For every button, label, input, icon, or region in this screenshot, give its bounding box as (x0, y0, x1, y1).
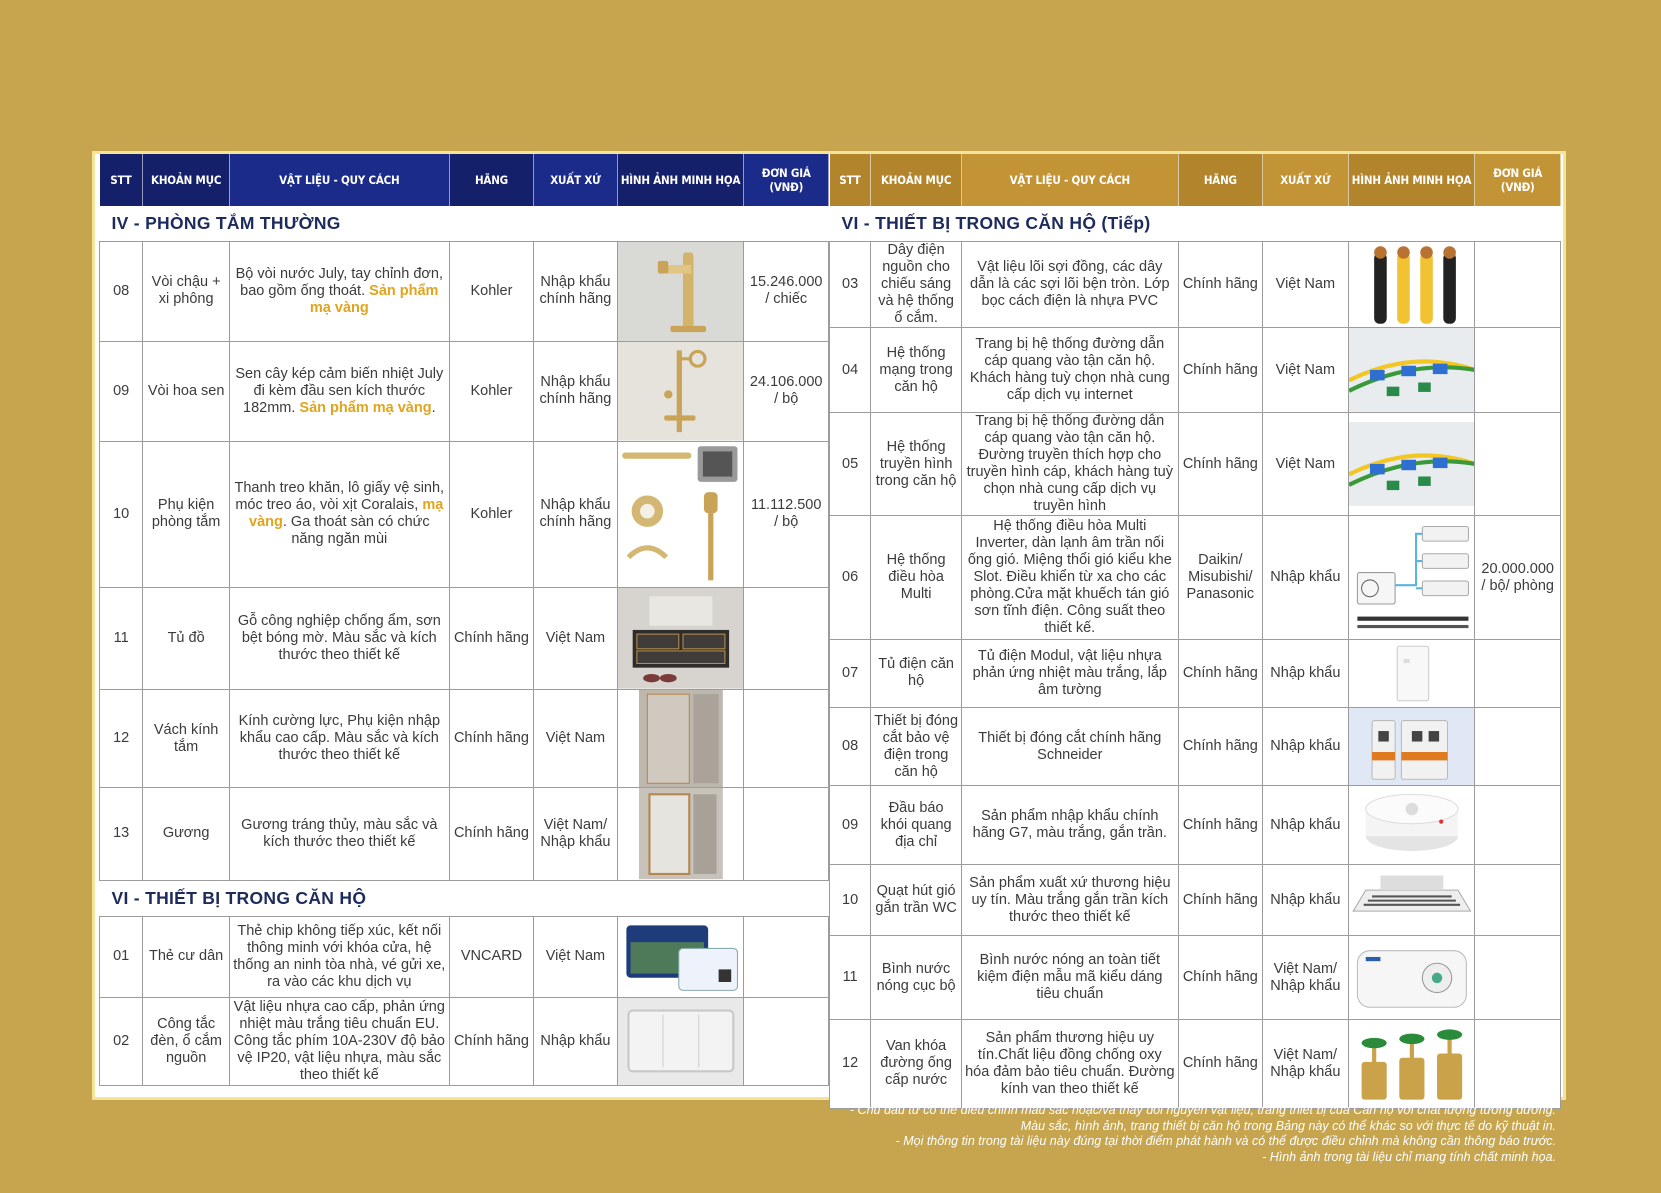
cell-item: Hệ thống điều hòa Multi (871, 516, 962, 640)
cell-spec (962, 516, 1179, 640)
right-header-row (830, 154, 1561, 206)
cell-stt: 01 (100, 916, 143, 998)
col-origin: XUẤT XỨ (1263, 154, 1349, 206)
cell-origin: Nhập khẩu (534, 998, 617, 1086)
table-row (830, 241, 1561, 328)
cell-stt: 05 (830, 413, 871, 516)
cell-brand: Chính hãng (1178, 639, 1263, 707)
cell-origin: Nhập khẩu (1263, 639, 1349, 707)
cell-stt: 11 (830, 936, 871, 1020)
col-image: HÌNH ẢNH MINH HỌA (1348, 154, 1475, 206)
cell-spec (229, 689, 449, 787)
cell-price (744, 916, 829, 998)
table-row (830, 864, 1561, 935)
left-spec-table (99, 154, 829, 1086)
cell-origin: Việt Nam (1263, 413, 1349, 516)
fiber-optic-image (1348, 413, 1475, 516)
table-row (830, 707, 1561, 786)
table-row (830, 786, 1561, 865)
spec-text: Thanh treo khăn, lô giấy vệ sinh, móc treo áo, vòi xịt Coralais, (234, 480, 445, 514)
col-image: HÌNH ẢNH MINH HỌA (617, 154, 744, 206)
cell-origin: Việt Nam/ Nhập khẩu (1263, 936, 1349, 1020)
spec-text: Trang bị hệ thống đường dẫn cáp quang vào tận căn hộ. Đường truyền thích hợp cho truyền hình cáp, khách hàng tuỳ chọn nhà cung cấp dịch vụ truyền hình (966, 413, 1173, 515)
fiber-optic-image (1348, 328, 1475, 413)
cell-spec (962, 241, 1179, 328)
cell-origin: Nhập khẩu (1263, 516, 1349, 640)
price-label-1: ĐƠN GIÁ (1493, 166, 1543, 180)
col-brand: HÃNG (1178, 154, 1263, 206)
table-row (100, 441, 829, 588)
cell-spec (229, 788, 449, 880)
cell-spec (962, 936, 1179, 1020)
section-title: VI - THIẾT BỊ TRONG CĂN HỘ (Tiếp) (830, 206, 1561, 241)
col-origin: XUẤT XỨ (534, 154, 617, 206)
cell-item: Tủ đồ (143, 588, 230, 690)
cell-spec (962, 707, 1179, 786)
cell-spec (962, 639, 1179, 707)
spec-highlight: mạ vàng (249, 497, 444, 531)
bath-accessories-image (617, 441, 744, 588)
col-material: VẬT LIỆU - QUY CÁCH (962, 154, 1179, 206)
cell-brand: Chính hãng (1178, 328, 1263, 413)
cell-origin: Nhập khẩu chính hãng (534, 342, 617, 442)
section-title: VI - THIẾT BỊ TRONG CĂN HỘ (100, 880, 829, 916)
cell-brand: Chính hãng (1178, 241, 1263, 328)
table-row (100, 788, 829, 880)
cell-brand: Chính hãng (1178, 1019, 1263, 1108)
gate-valve-image (1348, 1019, 1475, 1108)
cell-brand: VNCARD (449, 916, 534, 998)
cell-brand: Chính hãng (1178, 786, 1263, 865)
table-row (830, 936, 1561, 1020)
cell-stt: 12 (830, 1019, 871, 1108)
cell-item: Hệ thống truyền hình trong căn hộ (871, 413, 962, 516)
breaker-image (1348, 707, 1475, 786)
cell-stt: 08 (100, 241, 143, 342)
cell-origin: Việt Nam (534, 689, 617, 787)
spec-text: Sản phẩm thương hiệu uy tín.Chất liệu đồng chống oxy hóa đảm bảo tiêu chuẩn. Đường kính van theo thiết kế (965, 1029, 1175, 1097)
glass-partition-image (617, 689, 744, 787)
cell-brand: Kohler (449, 342, 534, 442)
cell-stt: 07 (830, 639, 871, 707)
cell-spec (962, 1019, 1179, 1108)
footnote: - Mọi thông tin trong tài liệu này đúng tại thời điểm phát hành và có thể được điều chỉnh mà không cần thông báo trước. (895, 1134, 1556, 1148)
cell-brand: Kohler (449, 241, 534, 342)
table-row (100, 998, 829, 1086)
cell-stt: 12 (100, 689, 143, 787)
section-title: IV - PHÒNG TẮM THƯỜNG (100, 206, 829, 241)
cell-price: 15.246.000 / chiếc (744, 241, 829, 342)
table-row (100, 241, 829, 342)
cell-brand: Chính hãng (449, 788, 534, 880)
footnote: - Chủ đầu tư có thể điều chỉnh màu sắc hoặc/và thay đổi nguyên vật liệu, trang thiết bị của Căn hộ với chất lượng tương đương. (849, 1103, 1556, 1117)
cell-item: Tủ điện căn hộ (871, 639, 962, 707)
cell-origin: Việt Nam (1263, 241, 1349, 328)
table-row (830, 516, 1561, 640)
spec-highlight: Sản phẩm mạ vàng (309, 282, 439, 316)
cell-origin: Việt Nam/ Nhập khẩu (534, 788, 617, 880)
switch-image (617, 998, 744, 1086)
faucet-image (617, 241, 744, 342)
spec-text: Thiết bị đóng cắt chính hãng Schneider (978, 729, 1162, 763)
footnotes (850, 1103, 1556, 1165)
cell-spec (229, 998, 449, 1086)
table-row (830, 328, 1561, 413)
cabinet-image (617, 588, 744, 690)
spec-text: Sản phẩm xuất xứ thương hiệu uy tín. Màu trắng gắn trần kích thước theo thiết kế (969, 874, 1171, 925)
table-row (830, 413, 1561, 516)
col-item: KHOẢN MỤC (143, 154, 230, 206)
cell-price (1475, 328, 1561, 413)
spec-text: Sản phẩm nhập khẩu chính hãng G7, màu trắng, gắn trần. (972, 808, 1167, 842)
cell-stt: 09 (100, 342, 143, 442)
right-table-body (830, 206, 1561, 1108)
cell-stt: 13 (100, 788, 143, 880)
price-label-2: (VNĐ) (769, 180, 804, 194)
cell-price: 24.106.000 / bộ (744, 342, 829, 442)
table-row (830, 639, 1561, 707)
section-title-row (100, 880, 829, 916)
spec-text: Vật liệu nhựa cao cấp, phản ứng nhiệt màu trắng tiêu chuẩn EU. Công tắc phím 10A-230V độ bảo vệ IP20, vật liệu nhựa, màu sắc theo thiết kế (233, 999, 445, 1084)
spec-sheet (92, 151, 1566, 1100)
cell-price (744, 689, 829, 787)
cell-stt: 11 (100, 588, 143, 690)
spec-text: Bộ vòi nước July, tay chỉnh đơn, bao gồm ống thoát. (235, 265, 443, 299)
cell-price (1475, 707, 1561, 786)
spec-text: Bình nước nóng an toàn tiết kiệm điện mẫu mã kiểu dáng tiêu chuẩn (977, 952, 1163, 1003)
col-stt: STT (100, 154, 143, 206)
spec-text: Trang bị hệ thống đường dẫn cáp quang vào tận căn hộ. Khách hàng tuỳ chọn nhà cung cấp dịch vụ internet (969, 336, 1170, 404)
section-title-row (830, 206, 1561, 241)
cell-stt: 09 (830, 786, 871, 865)
spec-text: Gương tráng thủy, màu sắc và kích thước theo thiết kế (241, 816, 438, 850)
cell-item: Đầu báo khói quang địa chỉ (871, 786, 962, 865)
cell-brand: Kohler (449, 441, 534, 588)
spec-text: Gỗ công nghiệp chống ẩm, sơn bệt bóng mờ. Màu sắc và kích thước theo thiết kế (237, 613, 441, 664)
smoke-detector-image (1348, 786, 1475, 865)
multi-ac-image (1348, 516, 1475, 640)
resident-card-image (617, 916, 744, 998)
cell-stt: 10 (100, 441, 143, 588)
cell-brand: Chính hãng (449, 998, 534, 1086)
table-row (100, 689, 829, 787)
cell-spec (962, 786, 1179, 865)
cell-stt: 08 (830, 707, 871, 786)
cell-spec (229, 342, 449, 442)
table-row (100, 342, 829, 442)
left-table-body (100, 206, 829, 1086)
spec-text: Hệ thống điều hòa Multi Inverter, dàn lạnh âm trần nối ống gió. Miệng thổi gió kiểu khe Slot. Điều khiển từ xa cho các phòng.Cửa mặt khuếch tán gió sơn tĩnh điện. Công suất theo thiết kế. (967, 518, 1172, 637)
right-spec-table (829, 154, 1561, 1109)
footnote: - Hình ảnh trong tài liệu chỉ mang tính chất minh họa. (1262, 1149, 1556, 1164)
col-brand: HÃNG (449, 154, 534, 206)
price-label-1: ĐƠN GIÁ (761, 166, 811, 180)
cell-spec (962, 328, 1179, 413)
col-price (744, 154, 829, 206)
cell-origin: Nhập khẩu (1263, 864, 1349, 935)
spec-text: Tủ điện Modul, vật liệu nhựa phản ứng nhiệt màu trắng, lắp âm tường (972, 647, 1167, 698)
cell-spec (962, 413, 1179, 516)
cell-item: Phụ kiện phòng tắm (143, 441, 230, 588)
cell-spec (229, 916, 449, 998)
spec-tail: . Ga thoát sàn có chức năng ngăn mùi (282, 514, 430, 548)
col-material: VẬT LIỆU - QUY CÁCH (229, 154, 449, 206)
cell-price (1475, 1019, 1561, 1108)
cell-stt: 02 (100, 998, 143, 1086)
cell-stt: 04 (830, 328, 871, 413)
section-title-row (100, 206, 829, 241)
cell-origin: Nhập khẩu chính hãng (534, 241, 617, 342)
cell-stt: 10 (830, 864, 871, 935)
cell-item: Công tắc đèn, ổ cắm nguồn (143, 998, 230, 1086)
cell-spec (962, 864, 1179, 935)
cell-origin: Việt Nam (1263, 328, 1349, 413)
cell-origin: Nhập khẩu (1263, 786, 1349, 865)
spec-highlight: Sản phẩm mạ vàng (299, 399, 432, 416)
cell-price (1475, 864, 1561, 935)
cell-brand: Chính hãng (449, 689, 534, 787)
cell-item: Dây điện nguồn cho chiếu sáng và hệ thống ổ cắm. (871, 241, 962, 328)
col-price (1475, 154, 1561, 206)
cell-spec (229, 441, 449, 588)
shower-image (617, 342, 744, 442)
cell-origin: Nhập khẩu (1263, 707, 1349, 786)
cell-brand: Chính hãng (1178, 413, 1263, 516)
cell-brand: Chính hãng (1178, 707, 1263, 786)
table-row (100, 588, 829, 690)
cell-item: Van khóa đường ống cấp nước (871, 1019, 962, 1108)
cell-origin: Việt Nam (534, 916, 617, 998)
cell-item: Quạt hút gió gắn trần WC (871, 864, 962, 935)
cell-item: Vòi hoa sen (143, 342, 230, 442)
cell-origin: Việt Nam/ Nhập khẩu (1263, 1019, 1349, 1108)
cell-item: Vòi chậu + xi phông (143, 241, 230, 342)
cell-price: 11.112.500 / bộ (744, 441, 829, 588)
spec-text: Vật liệu lõi sợi đồng, các dây dẫn là các sợi lõi bện tròn. Lớp bọc cách điện là nhựa PVC (970, 258, 1170, 309)
cell-price (1475, 241, 1561, 328)
cell-price (1475, 413, 1561, 516)
cell-price (744, 788, 829, 880)
exhaust-fan-image (1348, 864, 1475, 935)
cell-brand: Chính hãng (449, 588, 534, 690)
mirror-image (617, 788, 744, 880)
col-item: KHOẢN MỤC (871, 154, 962, 206)
col-stt: STT (830, 154, 871, 206)
cell-brand: Chính hãng (1178, 936, 1263, 1020)
cell-price: 20.000.000 / bộ/ phòng (1475, 516, 1561, 640)
spec-text: Kính cường lực, Phụ kiện nhập khẩu cao cấp. Màu sắc và kích thước theo thiết kế (238, 713, 441, 764)
water-heater-image (1348, 936, 1475, 1020)
cell-brand: Daikin/ Misubishi/ Panasonic (1178, 516, 1263, 640)
footnote: Màu sắc, hình ảnh, trang thiết bị căn hộ trong Bảng này có thể khác so với thực tế do kỹ thuật in. (1020, 1118, 1556, 1133)
spec-text: Sen cây kép cảm biến nhiệt July đi kèm đầu sen kích thước 182mm. (235, 365, 444, 416)
cell-price (1475, 786, 1561, 865)
cell-item: Thiết bị đóng cắt bảo vệ điện trong căn hộ (871, 707, 962, 786)
cell-spec (229, 241, 449, 342)
cell-price (1475, 936, 1561, 1020)
cell-spec (229, 588, 449, 690)
cell-item: Thẻ cư dân (143, 916, 230, 998)
cell-origin: Việt Nam (534, 588, 617, 690)
price-label-2: (VNĐ) (1500, 180, 1535, 194)
cell-stt: 03 (830, 241, 871, 328)
cell-item: Vách kính tắm (143, 689, 230, 787)
table-row (830, 1019, 1561, 1108)
cell-price (744, 588, 829, 690)
cell-item: Gương (143, 788, 230, 880)
table-row (100, 916, 829, 998)
cell-item: Hệ thống mạng trong căn hộ (871, 328, 962, 413)
cell-item: Bình nước nóng cục bộ (871, 936, 962, 1020)
cable-image (1348, 241, 1475, 328)
spec-tail: . (431, 399, 436, 416)
cell-price (1475, 639, 1561, 707)
spec-text: Thẻ chip không tiếp xúc, kết nối thông minh với khóa cửa, hệ thống an ninh tòa nhà, vé gửi xe, ra vào các khu dịch vụ (233, 922, 446, 990)
cell-price (744, 998, 829, 1086)
electrical-box-image (1348, 639, 1475, 707)
cell-brand: Chính hãng (1178, 864, 1263, 935)
cell-origin: Nhập khẩu chính hãng (534, 441, 617, 588)
left-header-row (100, 154, 829, 206)
cell-stt: 06 (830, 516, 871, 640)
